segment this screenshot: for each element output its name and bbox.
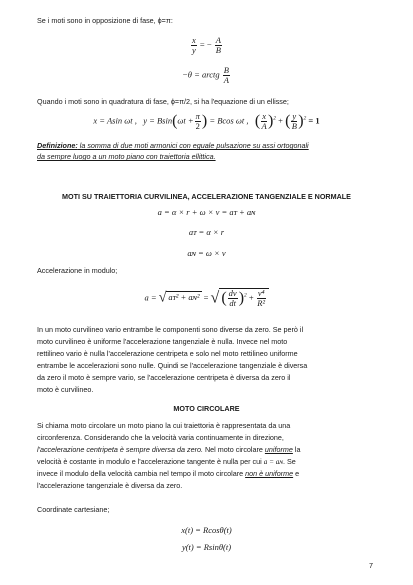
- equation-normal: aɴ = ω × v: [187, 248, 226, 258]
- equation-tangential: aᴛ = α × r: [188, 227, 225, 237]
- paragraph-circular-line-3: l'accelerazione centripeta è sempre diversa da zero. Nel moto circolare uniforme la: [37, 445, 301, 454]
- paragraph-circular-line-4: velocità è costante in modulo e l'accelerazione tangente è nulla per cui a = aɴ. Se: [37, 457, 296, 466]
- fraction-xy: $\frac{x}{y}$: [192, 35, 196, 55]
- definition-line-1: Definizione: la somma di due moti armonici con eguale pulsazione su assi ortogonali: [37, 141, 309, 150]
- fraction-ba: $\frac{B}{A}$: [223, 65, 229, 85]
- section-heading-circular: MOTO CIRCOLARE: [173, 404, 240, 413]
- fraction-v4-r2: $\frac{\text{v⁴}}{\text{R²}}$: [257, 288, 266, 308]
- intro-line-quadrature: Quando i moti sono in quadratura di fase, ϕ=π/2, si ha l'equazione di un ellisse;: [37, 97, 289, 106]
- equation-acceleration-sum: a = α × r + ω × v = aᴛ + aɴ: [157, 207, 256, 217]
- paragraph-curvilinear-line-6: moto è curvilineo.: [37, 385, 94, 394]
- equation-arctg: −θ = arctg $\frac{B}{A}$: [182, 65, 229, 85]
- intro-line-opposition: Se i moti sono in opposizione di fase, ϕ=π:: [37, 16, 173, 25]
- paragraph-curvilinear-line-3: rettilineo vario è nulla l'accelerazione centripeta e solo nel moto rettilineo uniforme: [37, 349, 298, 358]
- paragraph-curvilinear-line-5: da zero il moto è sempre vario, se l'accelerazione centripeta è diversa da zero il: [37, 373, 291, 382]
- paragraph-curvilinear-line-2: moto curvilineo è uniforme l'accelerazione tangenziale è nulla. Invece nel moto: [37, 337, 288, 346]
- fraction-ab: $\frac{A}{B}$: [215, 35, 221, 55]
- fraction-pi-2: $\frac{\pi}{2}$: [195, 111, 200, 131]
- paragraph-circular-line-2: circonferenza. Considerando che la velocità varia continuamente in direzione,: [37, 433, 284, 442]
- paragraph-circular-line-6: l'accelerazione tangenziale è diversa da zero.: [37, 481, 183, 490]
- paragraph-curvilinear-line-1: In un moto curvilineo vario entrambe le componenti sono diverse da zero. Se però il: [37, 325, 304, 334]
- modulus-label: Accelerazione in modulo;: [37, 266, 118, 275]
- paragraph-curvilinear-line-4: entrambe le accelerazioni sono nulle. Quindi se l'accelerazione tangenziale è diversa: [37, 361, 308, 370]
- section-heading-curvilinear: MOTI SU TRAIETTORIA CURVILINEA, ACCELERAZIONE TANGENZIALE E NORMALE: [62, 192, 351, 201]
- cartesian-coordinates-label: Coordinate cartesiane;: [37, 505, 110, 514]
- fraction-y-b: $\frac{y}{B}$: [291, 111, 297, 131]
- definition-line-2: da sempre luogo a un moto piano con traiettoria ellittica.: [37, 152, 216, 161]
- equation-x-of-t: x(t) = Rcosθ(t): [181, 525, 232, 535]
- fraction-dv-dt: $\frac{dv}{dt}$: [228, 288, 237, 308]
- paragraph-circular-line-5: invece il modulo della velocità cambia nel tempo il moto circolare non è uniforme e: [37, 469, 300, 478]
- page-number: 7: [369, 561, 373, 570]
- equation-ratio: $\frac{x}{y}$ = − $\frac{A}{B}$: [192, 35, 221, 55]
- fraction-x-a: $\frac{x}{A}$: [261, 111, 267, 131]
- equation-y-of-t: y(t) = Rsinθ(t): [181, 542, 232, 552]
- paragraph-circular-line-1: Si chiama moto circolare un moto piano la cui traiettoria è rappresentata da una: [37, 421, 291, 430]
- equation-ellipse: x = Asin ωt , y = Bsin(ωt + $\frac{\pi}{2}$ ) = Bcos ωt , ( $\frac{x}{A}$ )$^2$ + ( $\frac{y}{B}$ )$^2$ = 1: [93, 111, 320, 131]
- equation-modulus: a = √ aᴛ² + aɴ² = √ ( $\frac{dv}{dt}$ )$^2$ + $\frac{\text{v⁴}}{\text{R²}}$: [0, 288, 413, 308]
